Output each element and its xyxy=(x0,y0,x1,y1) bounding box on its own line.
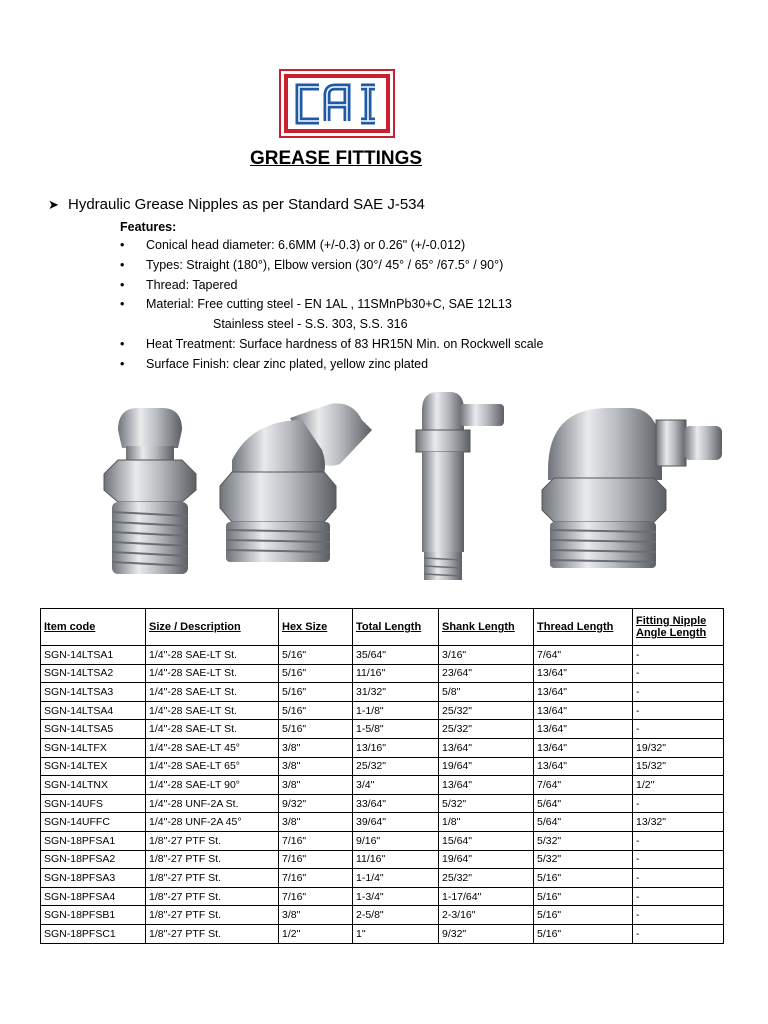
table-body xyxy=(41,646,724,944)
table-cell: 5/16" xyxy=(534,887,633,906)
table-cell: 7/16" xyxy=(279,887,353,906)
table-cell: 5/32" xyxy=(439,794,534,813)
bullet-icon: • xyxy=(120,337,125,352)
table-cell: - xyxy=(633,906,724,925)
table-cell: 1" xyxy=(353,924,439,943)
feature-item: • Thread: Tapered xyxy=(120,277,238,292)
long-elbow-fitting-image xyxy=(408,390,508,585)
angled-fitting-image xyxy=(212,390,377,585)
arrow-bullet-icon: ➤ xyxy=(48,197,59,212)
table-cell: SGN-18PFSC1 xyxy=(41,924,146,943)
table-cell: - xyxy=(633,683,724,702)
table-cell: 1/8"-27 PTF St. xyxy=(146,850,279,869)
table-cell: 1/8"-27 PTF St. xyxy=(146,869,279,888)
product-photos xyxy=(90,390,740,585)
table-cell: 5/64" xyxy=(534,813,633,832)
table-cell: 9/32" xyxy=(439,924,534,943)
table-row xyxy=(41,683,724,702)
table-row xyxy=(41,664,724,683)
table-cell: 3/16" xyxy=(439,646,534,665)
table-cell: 13/64" xyxy=(439,776,534,795)
table-cell: 1/4"-28 UNF-2A St. xyxy=(146,794,279,813)
table-cell: SGN-14LTSA2 xyxy=(41,664,146,683)
table-row xyxy=(41,869,724,888)
table-cell: 33/64" xyxy=(353,794,439,813)
table-cell: - xyxy=(633,720,724,739)
table-cell: 13/64" xyxy=(534,664,633,683)
table-cell: SGN-14LTNX xyxy=(41,776,146,795)
table-cell: 7/64" xyxy=(534,646,633,665)
table-cell: 15/32" xyxy=(633,757,724,776)
table-cell: 5/32" xyxy=(534,850,633,869)
table-cell: 1/8"-27 PTF St. xyxy=(146,906,279,925)
table-cell: SGN-18PFSA2 xyxy=(41,850,146,869)
bullet-icon: • xyxy=(120,257,125,272)
table-cell: 13/64" xyxy=(534,701,633,720)
table-cell: 5/16" xyxy=(279,683,353,702)
table-cell: 3/8" xyxy=(279,738,353,757)
table-cell: 11/16" xyxy=(353,664,439,683)
table-cell: 1/4"-28 SAE-LT 90° xyxy=(146,776,279,795)
feature-item: • Heat Treatment: Surface hardness of 83 HR15N Min. on Rockwell scale xyxy=(120,337,544,352)
table-cell: SGN-14LTSA1 xyxy=(41,646,146,665)
table-cell: 13/64" xyxy=(534,683,633,702)
table-cell: 1/8"-27 PTF St. xyxy=(146,924,279,943)
table-cell: - xyxy=(633,924,724,943)
table-row xyxy=(41,738,724,757)
table-cell: 13/16" xyxy=(353,738,439,757)
table-cell: 2-5/8" xyxy=(353,906,439,925)
table-cell: 1-3/4" xyxy=(353,887,439,906)
table-cell: 15/64" xyxy=(439,831,534,850)
feature-material-sub: Stainless steel - S.S. 303, S.S. 316 xyxy=(213,317,408,332)
table-cell: 7/16" xyxy=(279,850,353,869)
section-heading xyxy=(48,196,425,213)
table-cell: - xyxy=(633,646,724,665)
table-row xyxy=(41,906,724,925)
table-cell: 5/64" xyxy=(534,794,633,813)
page-title: GREASE FITTINGS xyxy=(249,148,423,169)
table-cell: 1-1/8" xyxy=(353,701,439,720)
table-row xyxy=(41,831,724,850)
straight-fitting-image xyxy=(90,390,210,585)
table-cell: - xyxy=(633,869,724,888)
table-cell: SGN-18PFSA1 xyxy=(41,831,146,850)
table-cell: 13/64" xyxy=(534,738,633,757)
table-row xyxy=(41,850,724,869)
table-cell: 3/8" xyxy=(279,757,353,776)
col-header-item-code: Item code xyxy=(41,609,146,646)
table-cell: 3/8" xyxy=(279,906,353,925)
table-cell: 1-5/8" xyxy=(353,720,439,739)
table-cell: SGN-14LTSA3 xyxy=(41,683,146,702)
table-cell: 1/4"-28 SAE-LT St. xyxy=(146,664,279,683)
col-header-size: Size / Description xyxy=(146,609,279,646)
table-cell: 9/32" xyxy=(279,794,353,813)
table-cell: 11/16" xyxy=(353,850,439,869)
table-cell: 5/32" xyxy=(534,831,633,850)
table-cell: 35/64" xyxy=(353,646,439,665)
table-cell: 3/8" xyxy=(279,776,353,795)
table-cell: 2-3/16" xyxy=(439,906,534,925)
table-cell: SGN-18PFSB1 xyxy=(41,906,146,925)
table-cell: 5/16" xyxy=(279,646,353,665)
table-cell: 23/64" xyxy=(439,664,534,683)
col-header-hex-size: Hex Size xyxy=(279,609,353,646)
table-cell: - xyxy=(633,794,724,813)
table-cell: - xyxy=(633,701,724,720)
table-cell: 5/16" xyxy=(279,720,353,739)
table-row xyxy=(41,646,724,665)
table-row xyxy=(41,720,724,739)
col-header-total-length: Total Length xyxy=(353,609,439,646)
table-cell: 5/16" xyxy=(534,869,633,888)
table-cell: 5/8" xyxy=(439,683,534,702)
table-header-row xyxy=(41,609,724,646)
table-cell: 13/64" xyxy=(534,757,633,776)
table-cell: 1/4"-28 SAE-LT St. xyxy=(146,646,279,665)
table-cell: 1/4"-28 SAE-LT 45° xyxy=(146,738,279,757)
table-cell: 7/16" xyxy=(279,831,353,850)
table-cell: SGN-18PFSA4 xyxy=(41,887,146,906)
table-cell: - xyxy=(633,850,724,869)
cai-logo-graphic xyxy=(279,69,395,138)
table-cell: 1/4"-28 SAE-LT 65° xyxy=(146,757,279,776)
table-cell: - xyxy=(633,664,724,683)
table-cell: 5/16" xyxy=(534,906,633,925)
table-cell: 3/8" xyxy=(279,813,353,832)
table-cell: 9/16" xyxy=(353,831,439,850)
table-cell: 25/32" xyxy=(439,720,534,739)
feature-item: • Types: Straight (180°), Elbow version (30°/ 45° / 65° /67.5° / 90°) xyxy=(120,257,504,272)
table-row xyxy=(41,776,724,795)
table-cell: 25/32" xyxy=(439,869,534,888)
table-cell: 1-1/4" xyxy=(353,869,439,888)
specifications-table xyxy=(40,608,724,944)
90-degree-fitting-image xyxy=(538,390,728,585)
table-cell: 25/32" xyxy=(439,701,534,720)
table-row xyxy=(41,701,724,720)
bullet-icon: • xyxy=(120,297,125,312)
features-label: Features: xyxy=(120,220,177,234)
features-block xyxy=(120,220,543,377)
table-cell: 1/4"-28 SAE-LT St. xyxy=(146,720,279,739)
table-row xyxy=(41,794,724,813)
features-list xyxy=(120,238,543,377)
col-header-angle-length: Fitting Nipple Angle Length xyxy=(633,609,724,646)
table-cell: 7/16" xyxy=(279,869,353,888)
table-cell: 1/4"-28 SAE-LT St. xyxy=(146,701,279,720)
table-cell: SGN-14UFFC xyxy=(41,813,146,832)
col-header-thread-length: Thread Length xyxy=(534,609,633,646)
bullet-icon: • xyxy=(120,238,125,252)
cai-logo xyxy=(279,69,395,138)
table-cell: SGN-14LTFX xyxy=(41,738,146,757)
bullet-icon: • xyxy=(120,356,125,371)
table-cell: - xyxy=(633,831,724,850)
table-cell: 25/32" xyxy=(353,757,439,776)
table-row xyxy=(41,924,724,943)
table-cell: 3/4" xyxy=(353,776,439,795)
table-cell: SGN-14LTSA4 xyxy=(41,701,146,720)
table-row xyxy=(41,813,724,832)
table-cell: 39/64" xyxy=(353,813,439,832)
table-cell: 1/2" xyxy=(633,776,724,795)
table-cell: 1/8"-27 PTF St. xyxy=(146,887,279,906)
table-cell: 13/64" xyxy=(439,738,534,757)
table-row xyxy=(41,757,724,776)
table-cell: 1/8" xyxy=(439,813,534,832)
bullet-icon: • xyxy=(120,277,125,292)
table-cell: 13/32" xyxy=(633,813,724,832)
feature-item: • Material: Free cutting steel - EN 1AL , 11SMnPb30+C, SAE 12L13 xyxy=(120,297,512,312)
table-cell: SGN-14LTEX xyxy=(41,757,146,776)
table-cell: 19/64" xyxy=(439,850,534,869)
table-cell: 5/16" xyxy=(279,664,353,683)
table-cell: 1-17/64" xyxy=(439,887,534,906)
table-cell: 13/64" xyxy=(534,720,633,739)
table-cell: 1/4"-28 SAE-LT St. xyxy=(146,683,279,702)
table-cell: 1/2" xyxy=(279,924,353,943)
table-cell: 31/32" xyxy=(353,683,439,702)
table-cell: 19/32" xyxy=(633,738,724,757)
table-row xyxy=(41,887,724,906)
table-cell: SGN-18PFSA3 xyxy=(41,869,146,888)
table-header xyxy=(41,609,724,646)
table-cell: SGN-14UFS xyxy=(41,794,146,813)
table-cell: 1/8"-27 PTF St. xyxy=(146,831,279,850)
feature-item: • Surface Finish: clear zinc plated, yellow zinc plated xyxy=(120,356,429,371)
section-heading-text: Hydraulic Grease Nipples as per Standard SAE J-534 xyxy=(68,196,425,213)
table-cell: 19/64" xyxy=(439,757,534,776)
table-cell: - xyxy=(633,887,724,906)
feature-item: • Conical head diameter: 6.6MM (+/-0.3) or 0.26" (+/-0.012) xyxy=(120,238,466,252)
table-cell: 7/64" xyxy=(534,776,633,795)
table-cell: SGN-14LTSA5 xyxy=(41,720,146,739)
table-cell: 1/4"-28 UNF-2A 45° xyxy=(146,813,279,832)
col-header-shank-length: Shank Length xyxy=(439,609,534,646)
table-cell: 5/16" xyxy=(279,701,353,720)
table-cell: 5/16" xyxy=(534,924,633,943)
